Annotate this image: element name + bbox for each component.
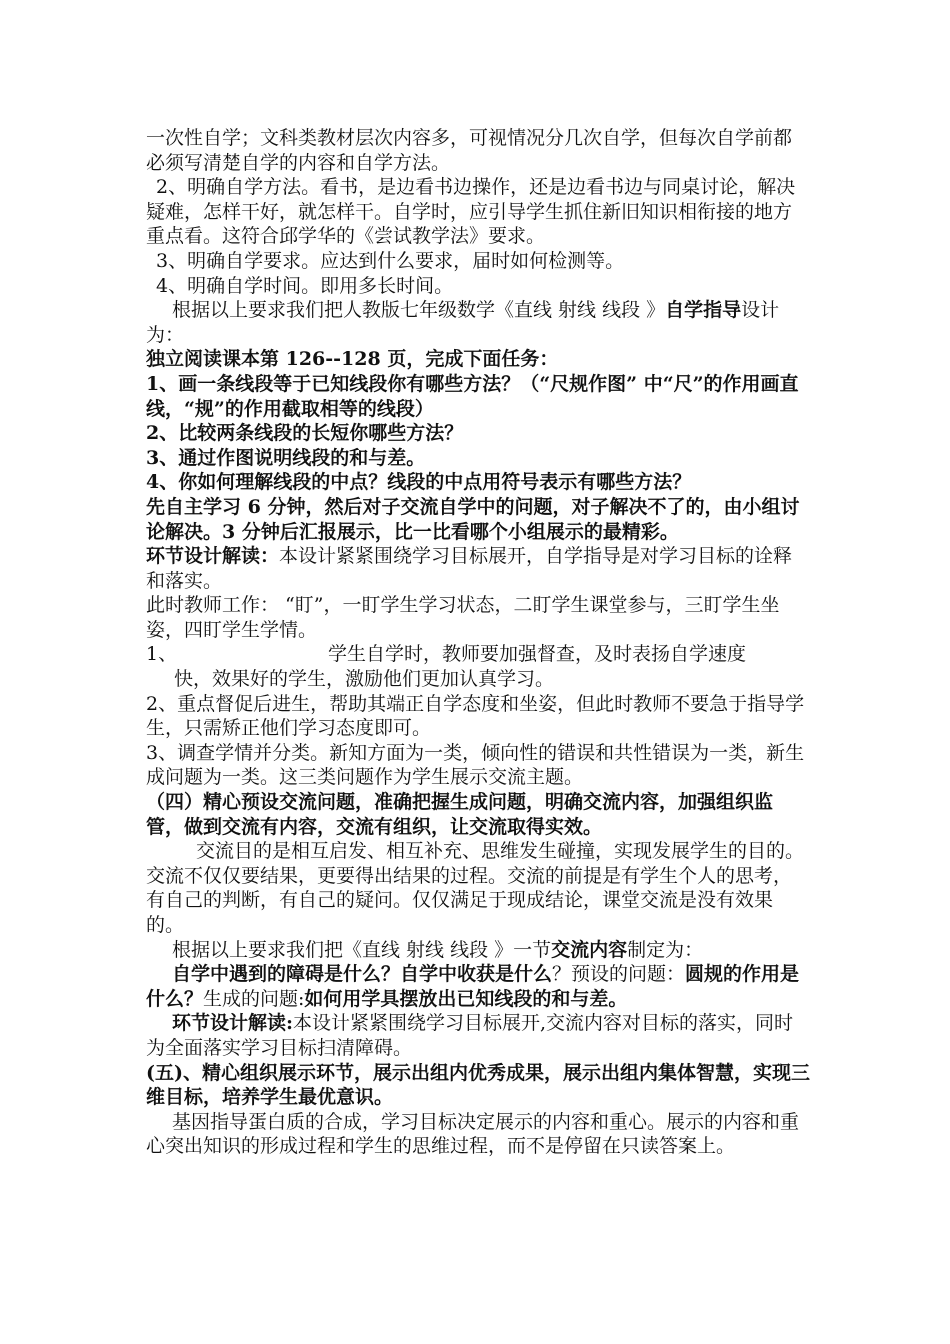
questions-bold-1: 自学中遇到的障碍是什么？自学中收获是什么 [172, 963, 553, 986]
questions-generated-label: 生成的问题: [203, 987, 305, 1010]
paragraph-time: 4、明确自学时间。即用多长时间。 [156, 274, 454, 297]
design-interpretation-2-text: 本设计紧紧围绕学习目标展开,交流内容对目标的落实，同时为全面落实学习目标扫清障碍。 [146, 1012, 794, 1059]
paragraph-exchange-content [146, 938, 810, 963]
exchange-content-suffix: 制定为： [627, 938, 704, 961]
exchange-content-bold: 交流内容 [551, 938, 628, 961]
teacher-item-2: 2、重点督促后进生，帮助其端正自学态度和坐姿，但此时教师不要急于指导学生，只需矫正他们学习态度即可。 [146, 692, 805, 740]
guide-design-bold: 自学指导 [665, 299, 742, 322]
design-interpretation-2 [146, 1011, 810, 1060]
study-instruction: 先自主学习 6 分钟，然后对子交流自学中的问题，对子解决不了的，由小组讨论解决。3 分钟后汇报展示，比一比看哪个小组展示的最精彩。 [146, 495, 800, 543]
paragraph-display: 基因指导蛋白质的合成，学习目标决定展示的内容和重心。展示的内容和重心突出知识的形成过程和学生的思维过程，而不是停留在只读答案上。 [146, 1110, 800, 1158]
section-five-heading: (五)、精心组织展示环节，展示出组内优秀成果，展示出组内集体智慧，实现三维目标，培养学生最优意识。 [146, 1061, 810, 1109]
paragraph-requirement: 3、明确自学要求。应达到什么要求，届时如何检测等。 [156, 249, 625, 272]
document-page [146, 126, 810, 1159]
design-interpretation-text: 本设计紧紧围绕学习目标展开，自学指导是对学习目标的诠释和落实。 [146, 545, 793, 592]
questions-bold-2: 圆规的作用是什么？ [146, 963, 800, 1010]
guide-design-suffix: 设计为： [146, 299, 780, 346]
design-interpretation-label: 环节设计解读： [146, 545, 280, 568]
teacher-item-3: 3、调查学情并分类。新知方面为一类，倾向性的错误和共性错误为一类，新生成问题为一类。这三类问题作为学生展示交流主题。 [146, 741, 805, 789]
paragraph-guide-design [146, 298, 810, 347]
design-interpretation-2-label: 环节设计解读: [172, 1012, 294, 1035]
task-item-3: 3、通过作图说明线段的和与差。 [146, 446, 426, 469]
teacher-item-1-number: 1、 [146, 643, 178, 666]
paragraph-self-study-intro: 一次性自学；文科类教材层次内容多，可视情况分几次自学，但每次自学前都必须写清楚自学的内容和自学方法。 [146, 127, 793, 174]
section-four-heading: （四）精心预设交流问题，准确把握生成问题，明确交流内容，加强组织监管，做到交流有内容，交流有组织，让交流取得实效。 [146, 791, 774, 838]
design-interpretation-1 [146, 544, 810, 593]
guide-design-text: 根据以上要求我们把人教版七年级数学《直线 射线 线段 》 [172, 299, 666, 322]
teacher-item-1 [146, 642, 810, 667]
task-item-2: 2、比较两条线段的长短你哪些方法？ [146, 422, 464, 445]
teacher-item-1-cont: 快，效果好的学生，激励他们更加认真学习。 [174, 668, 555, 691]
paragraph-method: 2、明确自学方法。看书，是边看书边操作，还是边看书边与同桌讨论，解决疑难，怎样干好，就怎样干。自学时，应引导学生抓住新旧知识相衔接的地方重点看。这符合邱学华的《尝试教学法》要求。 [146, 176, 796, 248]
paragraph-exchange-purpose: 交流目的是相互启发、相互补充、思维发生碰撞，实现发展学生的目的。交流不仅仅要结果，更要得出结果的过程。交流的前提是有学生个人的思考，有自己的判断，有自己的疑问。仅仅满足于现成结论，课堂交流是没有效果的。 [146, 840, 805, 936]
task-item-4: 4、你如何理解线段的中点？线段的中点用符号表示有哪些方法？ [146, 471, 692, 494]
questions-preset-label: ？预设的问题： [552, 963, 686, 986]
teacher-work: 此时教师工作： “盯”，一盯学生学习状态，二盯学生课堂参与，三盯学生坐姿，四盯学生学情。 [146, 594, 780, 641]
questions-bold-3: 如何用学具摆放出已知线段的和与差。 [304, 987, 628, 1010]
task-item-1: 1、画一条线段等于已知线段你有哪些方法？（“尺规作图” 中“尺”的作用画直线，“规”的作用截取相等的线段） [146, 372, 799, 420]
task-heading: 独立阅读课本第 126--128 页，完成下面任务： [146, 348, 559, 371]
teacher-item-1-text: 学生自学时，教师要加强督查，及时表扬自学速度 [328, 643, 747, 666]
exchange-content-text: 根据以上要求我们把《直线 射线 线段 》一节 [172, 938, 552, 961]
paragraph-questions [146, 962, 810, 1011]
